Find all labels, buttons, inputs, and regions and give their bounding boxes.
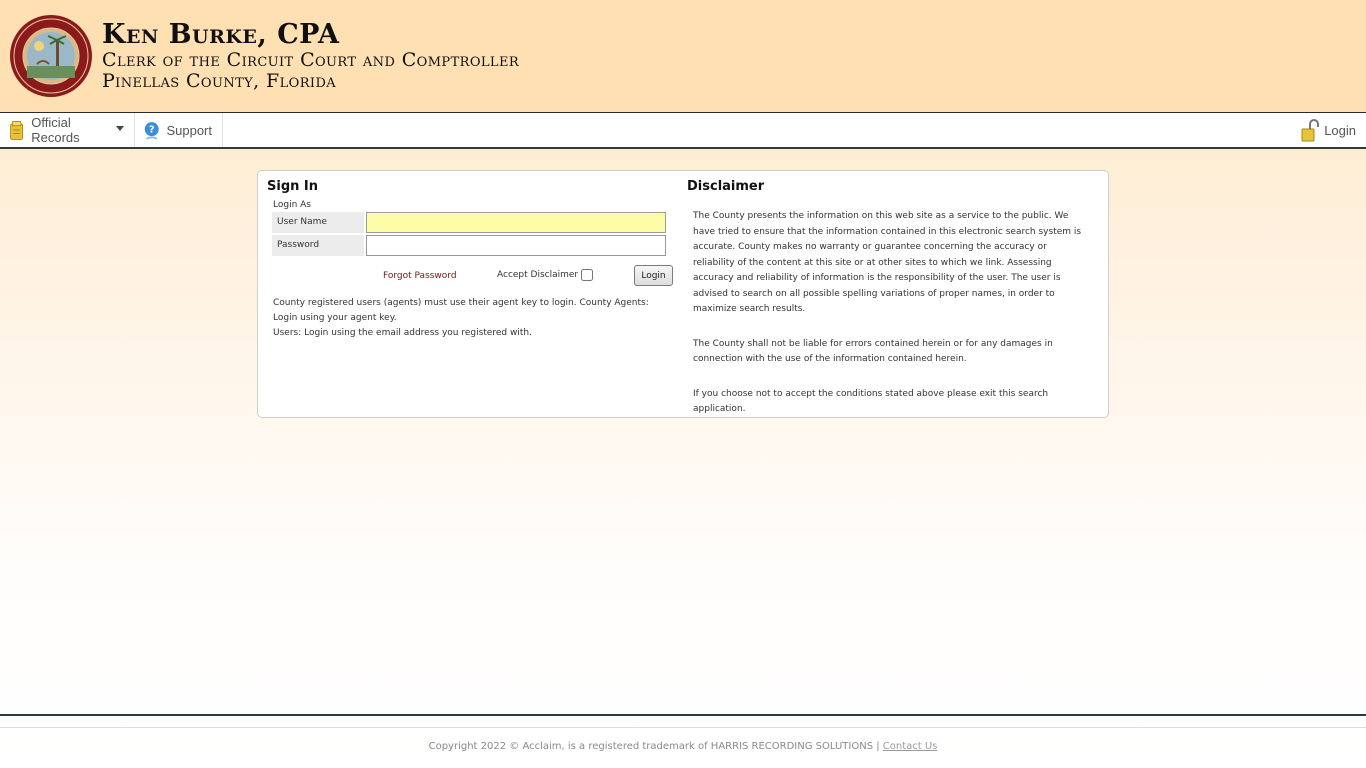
lock-icon <box>1300 117 1320 143</box>
copyright-text: Copyright 2022 © Acclaim, is a registered trademark of HARRIS RECORDING SOLUTIONS | <box>428 741 880 752</box>
accept-disclaimer-checkbox[interactable] <box>581 269 593 281</box>
nav-login-label: Login <box>1324 122 1356 138</box>
disclaimer-para-2: The County shall not be liable for errors contained herein or for any damages in connection with the use of the information contained herein. <box>693 338 1053 364</box>
chevron-down-icon <box>116 126 124 131</box>
nav-login[interactable] <box>1300 113 1356 147</box>
forgot-password-link[interactable]: Forgot Password <box>383 271 457 281</box>
nav-official-records-label: Official Records <box>31 115 80 145</box>
nav-support[interactable] <box>135 113 223 147</box>
info-line-users: Users: Login using the email address you registered with. <box>273 328 532 338</box>
username-label: User Name <box>272 212 364 233</box>
username-input[interactable] <box>366 212 666 233</box>
footer-divider-light <box>0 727 1366 728</box>
login-as-label: Login As <box>273 200 311 210</box>
disclaimer-para-3: If you choose not to accept the conditions stated above please exit this search application. <box>693 388 1049 414</box>
login-info <box>273 296 668 341</box>
signin-title: Sign In <box>267 179 318 194</box>
title-block <box>102 20 519 92</box>
nav-official-records[interactable] <box>0 113 135 147</box>
username-row <box>272 211 672 234</box>
disclaimer-para-1: The County presents the information on this web site as a service to the public. We have tried to ensure that the information contained in this electronic search system is accurate. County makes no warranty or guarantee concerning the accuracy or reliability of the content at this site or at other sites to which we link. Assessing accuracy and reliability of information is the responsibility of the user. The user is advised to search on all possible spelling variations of proper names, in order to maximize search results. <box>693 211 1082 314</box>
svg-text:?: ? <box>148 124 155 136</box>
password-input[interactable] <box>366 235 666 256</box>
footer-divider <box>0 714 1366 716</box>
login-button[interactable]: Login <box>634 265 673 286</box>
site-header <box>0 0 1366 113</box>
contact-us-link[interactable]: Contact Us <box>882 741 938 752</box>
nav-support-label: Support <box>166 122 212 138</box>
disclaimer-text <box>693 209 1091 437</box>
footer <box>0 741 1366 752</box>
county-seal-icon <box>9 14 93 98</box>
clerk-name: Ken Burke, CPA <box>102 19 340 50</box>
records-icon <box>8 117 25 143</box>
signin-panel <box>257 170 1109 418</box>
county-title: Pinellas County, Florida <box>102 70 337 92</box>
login-form <box>272 211 672 257</box>
disclaimer-title: Disclaimer <box>687 179 765 194</box>
info-line-agents: County registered users (agents) must use their agent key to login. County Agents: Login using your agent key. <box>273 298 649 323</box>
help-icon <box>143 117 160 143</box>
password-row <box>272 234 672 257</box>
password-label: Password <box>272 235 364 256</box>
main-nav <box>0 113 1366 149</box>
accept-disclaimer-label: Accept Disclaimer <box>497 270 579 280</box>
accept-disclaimer <box>497 269 593 281</box>
office-title: Clerk of the Circuit Court and Comptroller <box>102 49 520 71</box>
